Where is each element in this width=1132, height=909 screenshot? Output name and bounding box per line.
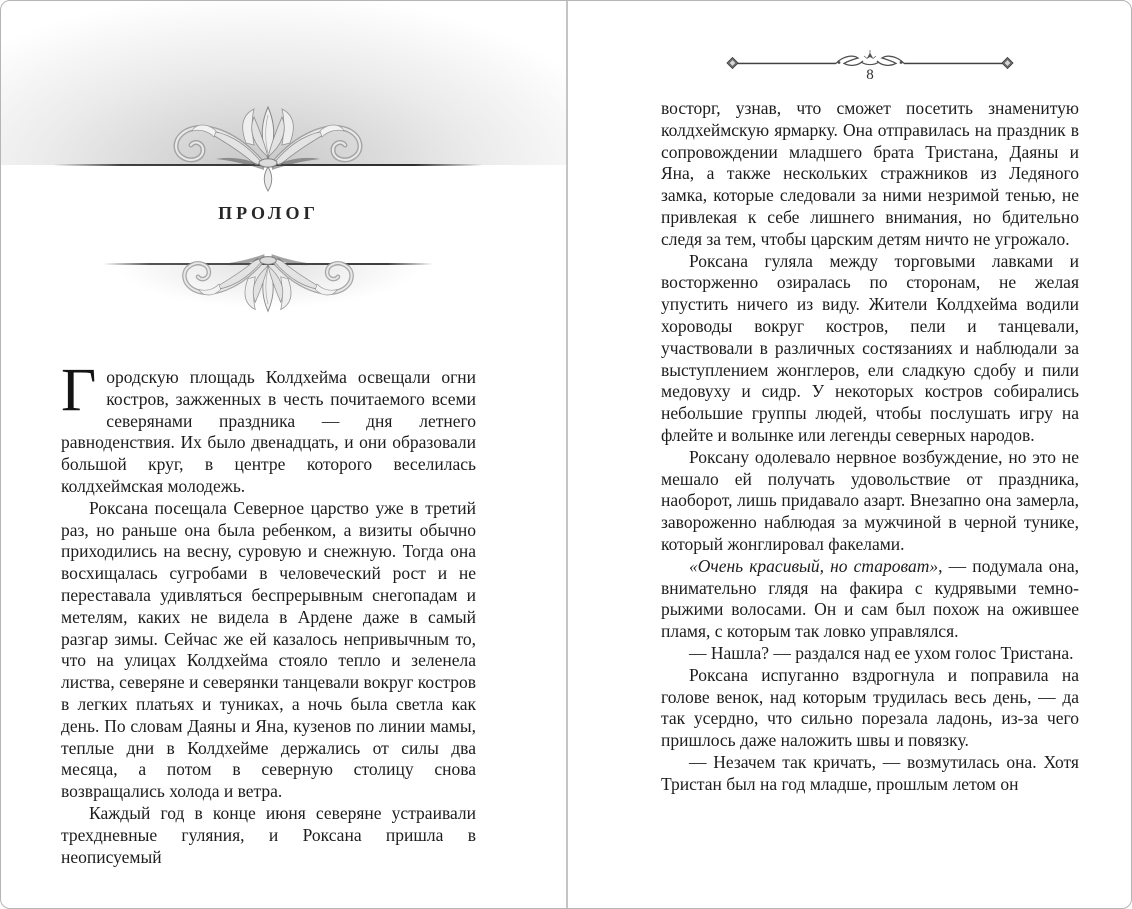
- page-divider: [566, 1, 568, 908]
- floral-crest-inverted-icon: [168, 233, 368, 317]
- paragraph: [661, 665, 1079, 752]
- body-text: Роксана гуляла между торговыми лавками и восторженно озиралась по сторонам, не желая упустить ничего из виду. Жители Колдхейма водили хороводы вокруг костров, пели и танцевали, участвовали в различных состязаниях и наблюдали за выступлением жонглеров, ели сладкую сдобу и пили медовуху и сидр. У некоторых костров собирались небольшие группы людей, чтобы послушать игру на флейте и волынке или легенды северных народов.: [661, 250, 1079, 445]
- body-text: Каждый год в конце июня северяне устраивали трехдневные гуляния, и Роксана пришла в неописуемый: [61, 802, 476, 867]
- body-text: — Незачем так кричать, — возмутилась она. Хотя Тристан был на год младше, прошлым летом он: [661, 751, 1079, 794]
- inner-thought-quote: «Очень красивый, но староват»: [689, 555, 939, 576]
- body-text: , — подумала она, внимательно глядя на факира с кудрявыми темно-рыжими волосами. Он и сам был похож на ожившее пламя, с которым так ловко управлялся.: [661, 555, 1080, 642]
- right-page[interactable]: [569, 1, 1131, 908]
- left-page-text: [61, 357, 476, 868]
- left-page[interactable]: [1, 1, 567, 908]
- paragraph: [661, 98, 1079, 251]
- body-text: ородскую площадь Колдхейма освещали огни костров, зажженных в честь почитаемого всеми северянами праздника — дня летнего равноденствия. Их было двенадцать, и они образовали большой круг, в центре которого веселилась колдхеймская молодежь.: [61, 367, 476, 496]
- floral-crest-icon: [158, 101, 378, 193]
- paragraph: [661, 556, 1079, 643]
- paragraph: [661, 447, 1079, 556]
- chapter-title: ПРОЛОГ: [218, 203, 319, 223]
- paragraph: [661, 643, 1079, 665]
- paragraph: [61, 803, 476, 868]
- body-text: восторг, узнав, что сможет посетить знаменитую колдхеймскую ярмарку. Она отправилась на праздник в сопровождении младшего брата Тристана, Даяны и Яна, а также нескольких стражников из Ледяного замка, которые следовали за ними незримой тенью, не привлекая к себе лишнего внимания, но бдительно следя за тем, чтобы царским детям ничто не угрожало.: [661, 98, 1079, 249]
- paragraph: [61, 498, 476, 803]
- right-page-text: [661, 98, 1079, 796]
- paragraph: [61, 357, 476, 498]
- drop-cap: Г: [61, 357, 97, 424]
- body-text: Роксана посещала Северное царство уже в третий раз, но раньше она была ребенком, а визиты обычно приходились на весну, суровую и снежную. Тогда она восхищалась сугробами в человеческий рост и не переставала удивляться беспрерывным снегопадам и метелям, каких не видела в Ардене даже в самый разгар зимы. Сейчас же ей казалось непривычным то, что на улицах Колдхейма стояло тепло и зеленела листва, северяне и северянки танцевали вокруг костров в легких платьях и туниках, а ночь была светла как день. По словам Даяны и Яна, кузенов по линии мамы, теплые дни в Колдхейме держались от силы два месяца, а потом в северную столицу снова возвращались холода и ветра.: [61, 497, 476, 802]
- body-text: Роксану одолевало нервное возбуждение, но это не мешало ей получать удовольствие от праздника, наоборот, лишь придавало азарт. Внезапно она замерла, завороженно наблюдая за мужчиной в черной тунике, который жонглировал факелами.: [661, 446, 1079, 554]
- paragraph: [661, 251, 1079, 447]
- paragraph: [661, 752, 1079, 796]
- body-text: — Нашла? — раздался над ее ухом голос Тристана.: [689, 642, 1074, 663]
- body-text: Роксана испуганно вздрогнула и поправила на голове венок, над которым трудилась весь день, — да так усердно, что сильно порезала ладонь, из-за чего пришлось даже наложить швы и повязку.: [661, 664, 1079, 751]
- page-number: 8: [866, 67, 874, 83]
